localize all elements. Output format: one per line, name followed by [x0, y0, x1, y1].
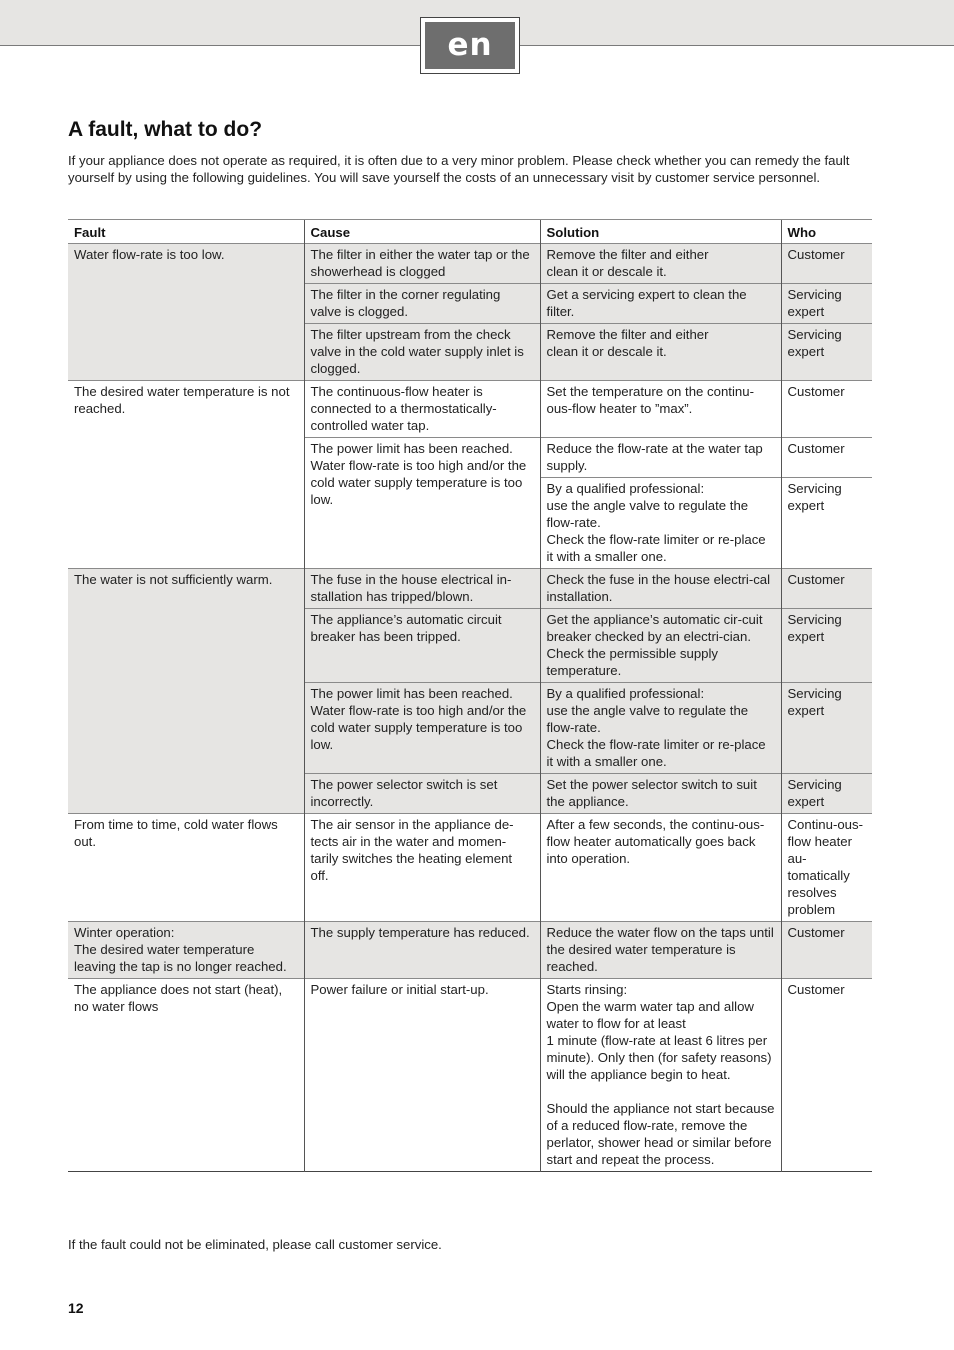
fault-cell: The water is not sufficiently warm.: [68, 569, 304, 814]
fault-group: [68, 979, 872, 1172]
fault-cell: From time to time, cold water flows out.: [68, 814, 304, 922]
header-who: Who: [781, 220, 872, 244]
fault-group: [68, 569, 872, 814]
cause-cell: The air sensor in the appliance de-tects air in the water and momen-tarily switches the heating element off.: [304, 814, 540, 922]
cause-cell: Power failure or initial start-up.: [304, 979, 540, 1172]
solution-cell: Check the fuse in the house electri-cal installation.: [540, 569, 781, 609]
solution-cell: Reduce the water flow on the taps until the desired water temperature is reached.: [540, 922, 781, 979]
who-cell: Servicing expert: [781, 478, 872, 569]
table-row: [68, 922, 872, 979]
solution-cell: Reduce the flow-rate at the water tap supply.: [540, 438, 781, 478]
table-header-row: [68, 220, 872, 244]
who-cell: Customer: [781, 569, 872, 609]
solution-cell: [540, 979, 781, 1172]
cause-cell: The appliance’s automatic circuit breaker has been tripped.: [304, 609, 540, 683]
table-row: [68, 979, 872, 1172]
fault-group: [68, 814, 872, 922]
fault-group: [68, 381, 872, 569]
language-code: en: [425, 22, 515, 69]
solution-cell: Remove the filter and either clean it or descale it.: [540, 244, 781, 284]
fault-group: [68, 922, 872, 979]
fault-table: [68, 219, 872, 1172]
who-cell: Customer: [781, 381, 872, 438]
solution-cell: By a qualified professional: use the angle valve to regulate the flow-rate. Check the flow-rate limiter or re-place it with a smaller one.: [540, 478, 781, 569]
fault-cell: The desired water temperature is not reached.: [68, 381, 304, 569]
cause-cell: The supply temperature has reduced.: [304, 922, 540, 979]
solution-cell: Remove the filter and either clean it or descale it.: [540, 324, 781, 381]
cause-cell: The fuse in the house electrical in-stallation has tripped/blown.: [304, 569, 540, 609]
who-cell: Servicing expert: [781, 609, 872, 683]
solution-cell: Set the temperature on the continu-ous-flow heater to ”max”.: [540, 381, 781, 438]
solution-cell: Get the appliance’s automatic cir-cuit breaker checked by an electri-cian. Check the permissible supply temperature.: [540, 609, 781, 683]
who-cell: Customer: [781, 922, 872, 979]
who-cell: Customer: [781, 438, 872, 478]
page-title: A fault, what to do?: [68, 118, 263, 141]
table-row: [68, 244, 872, 284]
cause-cell: The power limit has been reached. Water flow-rate is too high and/or the cold water supply temperature is too low.: [304, 438, 540, 569]
header-cause: Cause: [304, 220, 540, 244]
who-cell: Servicing expert: [781, 284, 872, 324]
fault-cell: The appliance does not start (heat), no water flows: [68, 979, 304, 1172]
table-row: [68, 569, 872, 609]
header-fault: Fault: [68, 220, 304, 244]
cause-cell: The power selector switch is set incorrectly.: [304, 774, 540, 814]
solution-cell: Set the power selector switch to suit the appliance.: [540, 774, 781, 814]
table-row: [68, 381, 872, 438]
solution-paragraph: Starts rinsing: Open the warm water tap and allow water to flow for at least 1 minute (flow-rate at least 6 litres per minute). Only then (for safety reasons) will the appliance begin to heat.: [546, 982, 772, 1082]
who-cell: Customer: [781, 244, 872, 284]
cause-cell: The filter in either the water tap or the showerhead is clogged: [304, 244, 540, 284]
language-badge: [420, 17, 520, 74]
who-cell: Customer: [781, 979, 872, 1172]
who-cell: Servicing expert: [781, 774, 872, 814]
footer-note: If the fault could not be eliminated, please call customer service.: [68, 1237, 442, 1252]
who-cell: Continu-ous-flow heater au-tomatically resolves problem: [781, 814, 872, 922]
fault-cell: Water flow-rate is too low.: [68, 244, 304, 381]
header-solution: Solution: [540, 220, 781, 244]
cause-cell: The continuous-flow heater is connected to a thermostatically-controlled water tap.: [304, 381, 540, 438]
solution-cell: By a qualified professional: use the angle valve to regulate the flow-rate. Check the flow-rate limiter or re-place it with a smaller one.: [540, 683, 781, 774]
solution-paragraph: Should the appliance not start because of a reduced flow-rate, remove the perlator, shower head or similar before start and repeat the process.: [546, 1101, 775, 1167]
who-cell: Servicing expert: [781, 324, 872, 381]
cause-cell: The power limit has been reached. Water flow-rate is too high and/or the cold water supply temperature is too low.: [304, 683, 540, 774]
cause-cell: The filter upstream from the check valve in the cold water supply inlet is clogged.: [304, 324, 540, 381]
fault-group: [68, 244, 872, 381]
solution-cell: After a few seconds, the continu-ous-flow heater automatically goes back into operation.: [540, 814, 781, 922]
cause-cell: The filter in the corner regulating valve is clogged.: [304, 284, 540, 324]
intro-paragraph: If your appliance does not operate as required, it is often due to a very minor problem. Please check whether you can remedy the fault yourself by using the following guidelines. You will save yourself the costs of an unnecessary visit by customer service personnel.: [68, 153, 850, 185]
table-row: [68, 814, 872, 922]
page-number: 12: [68, 1300, 84, 1316]
fault-cell: Winter operation: The desired water temperature leaving the tap is no longer reached.: [68, 922, 304, 979]
who-cell: Servicing expert: [781, 683, 872, 774]
solution-cell: Get a servicing expert to clean the filter.: [540, 284, 781, 324]
